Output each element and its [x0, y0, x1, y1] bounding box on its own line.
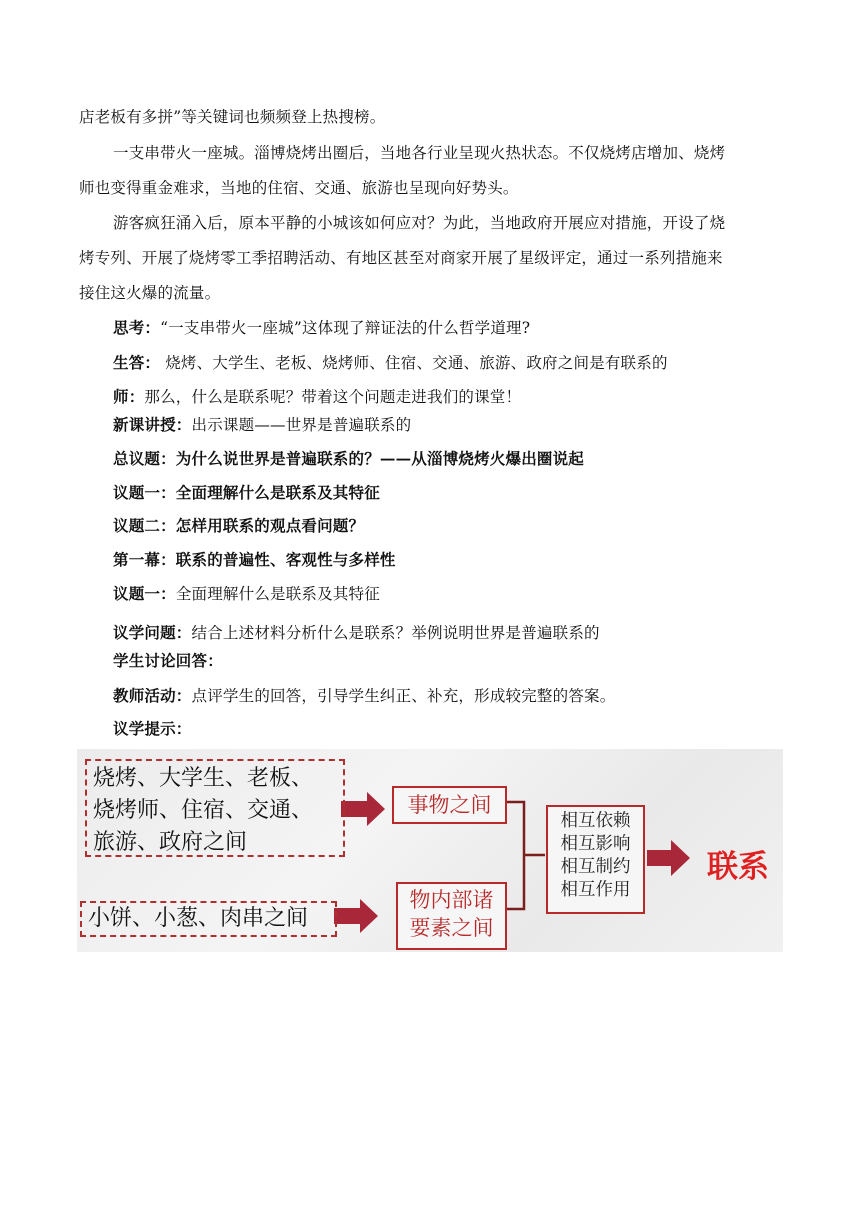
new-lesson-label: 新课讲授： — [113, 415, 192, 434]
teacher-activity-line — [113, 686, 818, 706]
internal-elements-box — [396, 882, 507, 950]
paragraph-line: 烤专列、开展了烧烤零工季招聘活动、有地区甚至对商家开展了星级评定，通过一系列措施来 — [79, 249, 723, 267]
entities-line: 烧烤师、住宿、交通、 — [93, 798, 314, 823]
topic-one-line — [113, 584, 818, 604]
relation-types-box — [546, 805, 645, 914]
topic-two: 议题二：怎样用联系的观点看问题？ — [113, 516, 365, 535]
discussion-label: 学生讨论回答： — [113, 651, 223, 670]
main-topic: 总议题：为什么说世界是普遍联系的？——从淄博烧烤火爆出圈说起 — [113, 449, 585, 468]
entities-line: 烧烤、大学生、老板、 — [93, 766, 314, 791]
act-one-heading: 第一幕：联系的普遍性、客观性与多样性 — [113, 550, 396, 569]
paragraph-line: 游客疯狂涌入后，原本平静的小城该如何应对？为此，当地政府开展应对措施，开设了烧 — [113, 214, 726, 232]
relation-type-item: 相互影响 — [560, 834, 631, 854]
student-answer-line — [113, 353, 818, 373]
topic-one-text: 全面理解什么是联系及其特征 — [175, 585, 380, 603]
internal-elements-line: 要素之间 — [409, 916, 494, 940]
think-text: “一支串带火一座城”这体现了辩证法的什么哲学道理? — [160, 319, 531, 337]
topic-one: 议题一：全面理解什么是联系及其特征 — [113, 483, 380, 502]
paragraph-line: 一支串带火一座城。淄博烧烤出圈后，当地各行业呈现火热状态。不仅烧烤店增加、烧烤 — [113, 144, 726, 162]
relation-type-item: 相互制约 — [560, 857, 631, 877]
bracket-connector — [507, 802, 524, 909]
teacher-label: 师： — [113, 387, 145, 406]
new-lesson-text: 出示课题——世界是普遍联系的 — [191, 416, 412, 434]
question-label: 议学问题： — [113, 623, 192, 642]
paragraph-line: 接住这火爆的流量。 — [79, 284, 221, 302]
student-text: 烧烤、大学生、老板、烧烤师、住宿、交通、旅游、政府之间是有联系的 — [160, 354, 668, 372]
question-line — [113, 623, 818, 643]
arrow-right-icon — [334, 899, 378, 933]
between-things-box: 事物之间 — [392, 786, 507, 824]
entities-box — [85, 759, 345, 857]
teacher-activity-label: 教师活动： — [113, 686, 192, 705]
relation-type-item: 相互依赖 — [560, 811, 631, 831]
student-label: 生答： — [113, 353, 161, 372]
result-label: 联系 — [707, 849, 769, 885]
think-label: 思考： — [113, 318, 161, 337]
teacher-activity-text: 点评学生的回答，引导学生纠正、补充，形成较完整的答案。 — [191, 687, 616, 705]
teacher-text: 那么，什么是联系呢？带着这个问题走进我们的课堂！ — [144, 388, 522, 406]
elements-box: 小饼、小葱、肉串之间 — [80, 901, 337, 937]
think-line — [113, 318, 818, 338]
paragraph-line: 师也变得重金难求，当地的住宿、交通、旅游也呈现向好势头。 — [79, 179, 519, 197]
paragraph-line: 店老板有多拼”等关键词也频频登上热搜榜。 — [79, 108, 386, 126]
entities-line: 旅游、政府之间 — [93, 830, 248, 855]
new-lesson-line — [113, 415, 818, 435]
arrow-right-icon — [647, 840, 690, 876]
connection-diagram — [77, 749, 783, 952]
topic-one-label: 议题一： — [113, 584, 176, 603]
question-text: 结合上述材料分析什么是联系？举例说明世界是普遍联系的 — [191, 624, 600, 642]
teacher-line — [113, 387, 818, 407]
internal-elements-line: 物内部诸 — [409, 888, 494, 912]
arrow-right-icon — [341, 792, 385, 826]
hint-label: 议学提示： — [113, 719, 192, 738]
relation-type-item: 相互作用 — [560, 880, 631, 900]
